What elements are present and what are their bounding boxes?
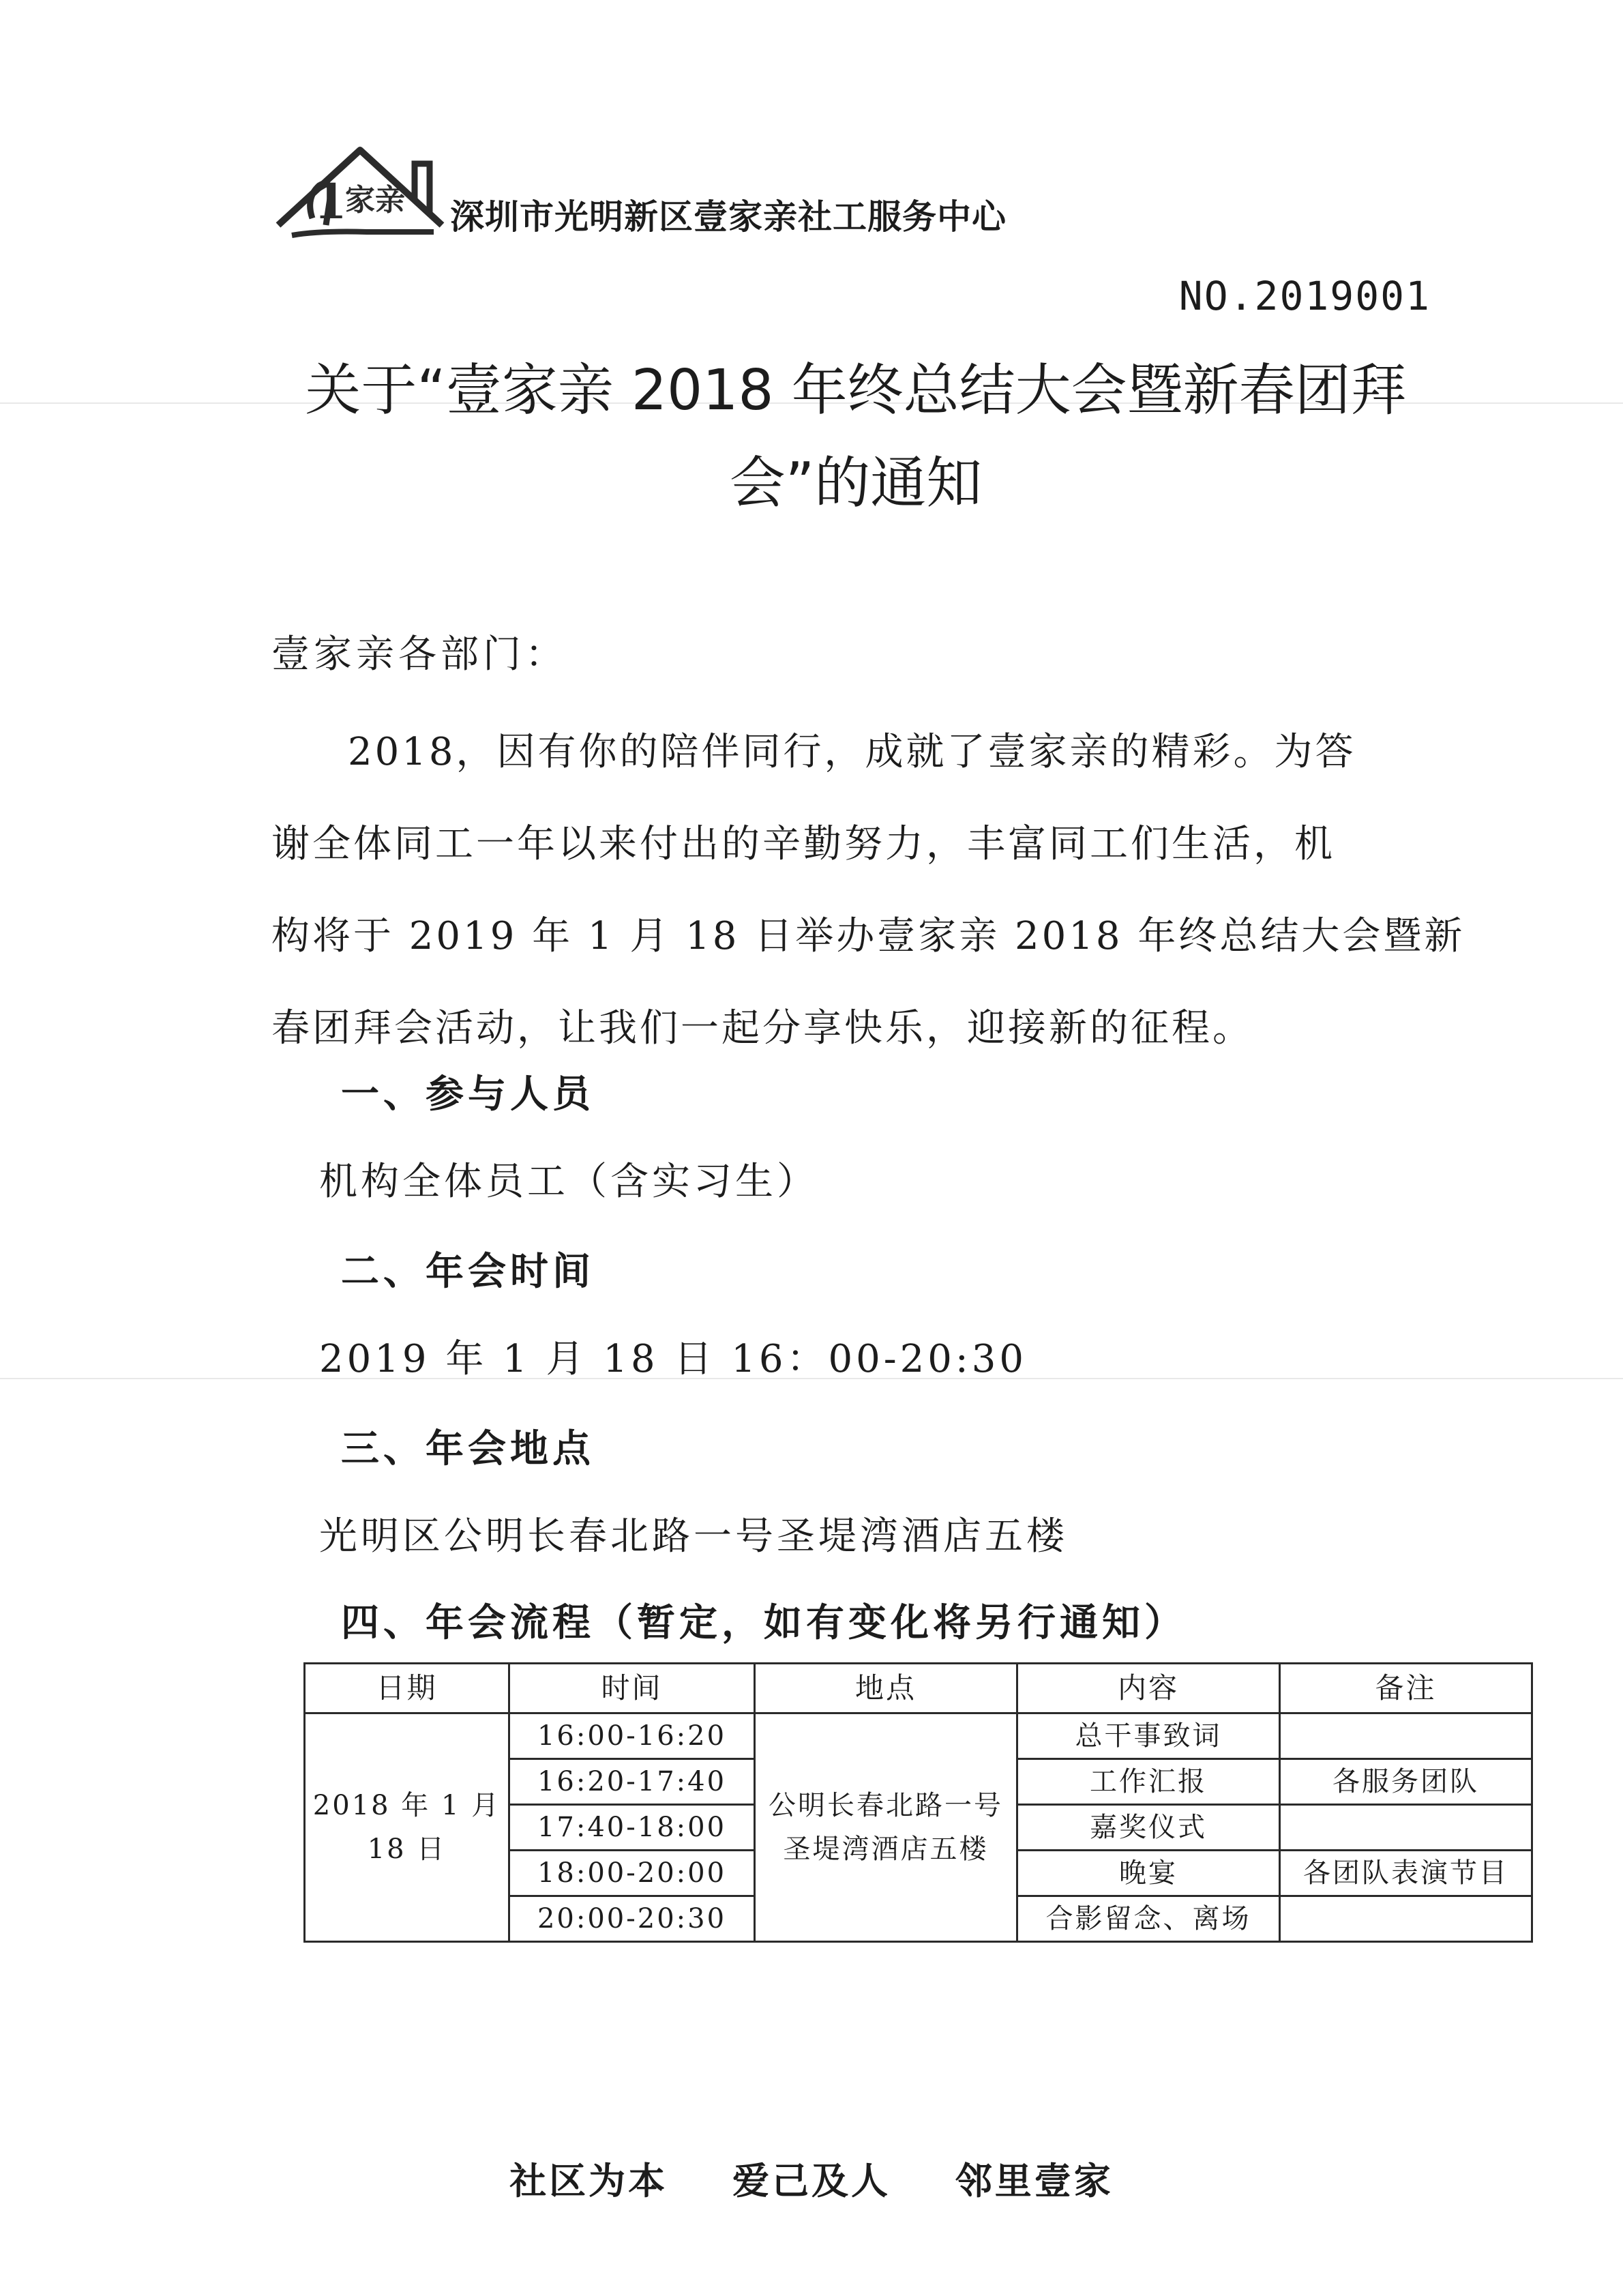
time-cell: 17:40-18:00 bbox=[509, 1805, 755, 1851]
table-row bbox=[305, 1713, 1532, 1759]
time-text: 2019 年 1 月 18 日 16：00-20:30 bbox=[319, 1337, 1028, 1381]
time-cell: 18:00-20:00 bbox=[509, 1851, 755, 1896]
note-cell: 各团队表演节目 bbox=[1280, 1851, 1532, 1896]
column-header: 内容 bbox=[1017, 1664, 1280, 1713]
section-heading-venue: 三、年会地点 bbox=[341, 1427, 595, 1471]
time-cell: 20:00-20:30 bbox=[509, 1896, 755, 1942]
note-cell: 各服务团队 bbox=[1280, 1759, 1532, 1805]
venue-text: 光明区公明长春北路一号圣堤湾酒店五楼 bbox=[319, 1514, 1068, 1559]
time-cell: 16:20-17:40 bbox=[509, 1759, 755, 1805]
document-title bbox=[266, 344, 1446, 530]
location-cell: 公明长春北路一号圣堤湾酒店五楼 bbox=[755, 1713, 1017, 1942]
note-cell bbox=[1280, 1805, 1532, 1851]
content-cell: 晚宴 bbox=[1017, 1851, 1280, 1896]
date-cell: 2018 年 1 月 18 日 bbox=[305, 1713, 509, 1942]
logo-text: 家亲 bbox=[345, 183, 405, 218]
content-cell: 工作汇报 bbox=[1017, 1759, 1280, 1805]
salutation: 壹家亲各部门： bbox=[271, 632, 567, 677]
section-heading-time: 二、年会时间 bbox=[341, 1250, 595, 1294]
time-cell: 16:00-16:20 bbox=[509, 1713, 755, 1759]
note-cell bbox=[1280, 1713, 1532, 1759]
organization-name: 深圳市光明新区壹家亲社工服务中心 bbox=[450, 196, 1007, 237]
title-line-2: 会”的通知 bbox=[729, 451, 983, 516]
body-line: 构将于 2019 年 1 月 18 日举办壹家亲 2018 年终总结大会暨新 bbox=[271, 914, 1465, 958]
body-paragraph bbox=[271, 706, 1465, 1074]
content-cell: 总干事致词 bbox=[1017, 1713, 1280, 1759]
content-cell: 合影留念、离场 bbox=[1017, 1896, 1280, 1942]
footer-slogan bbox=[0, 2152, 1623, 2205]
title-line-1: 关于“壹家亲 2018 年终总结大会暨新春团拜 bbox=[305, 358, 1407, 423]
slogan-1: 社区为本 bbox=[509, 2159, 668, 2203]
schedule-table bbox=[303, 1662, 1533, 1943]
logo-numeral: 1 bbox=[314, 173, 347, 230]
column-header: 日期 bbox=[305, 1664, 509, 1713]
note-cell bbox=[1280, 1896, 1532, 1942]
table-header-row bbox=[305, 1664, 1532, 1713]
letterhead bbox=[271, 123, 1226, 252]
section-heading-participants: 一、参与人员 bbox=[341, 1072, 595, 1117]
document-number: NO.2019001 bbox=[1178, 273, 1431, 319]
column-header: 备注 bbox=[1280, 1664, 1532, 1713]
participants-text: 机构全体员工（含实习生） bbox=[319, 1160, 818, 1204]
body-line: 2018，因有你的陪伴同行，成就了壹家亲的精彩。为答 bbox=[348, 730, 1356, 774]
slogan-2: 爱己及人 bbox=[732, 2159, 891, 2203]
body-line: 谢全体同工一年以来付出的辛勤努力，丰富同工们生活，机 bbox=[271, 822, 1335, 866]
content-cell: 嘉奖仪式 bbox=[1017, 1805, 1280, 1851]
house-logo-icon bbox=[271, 123, 449, 252]
column-header: 地点 bbox=[755, 1664, 1017, 1713]
section-heading-process: 四、年会流程（暂定，如有变化将另行通知） bbox=[341, 1601, 1187, 1645]
body-line: 春团拜会活动，让我们一起分享快乐，迎接新的征程。 bbox=[271, 1006, 1253, 1050]
column-header: 时间 bbox=[509, 1664, 755, 1713]
slogan-3: 邻里壹家 bbox=[955, 2159, 1114, 2203]
